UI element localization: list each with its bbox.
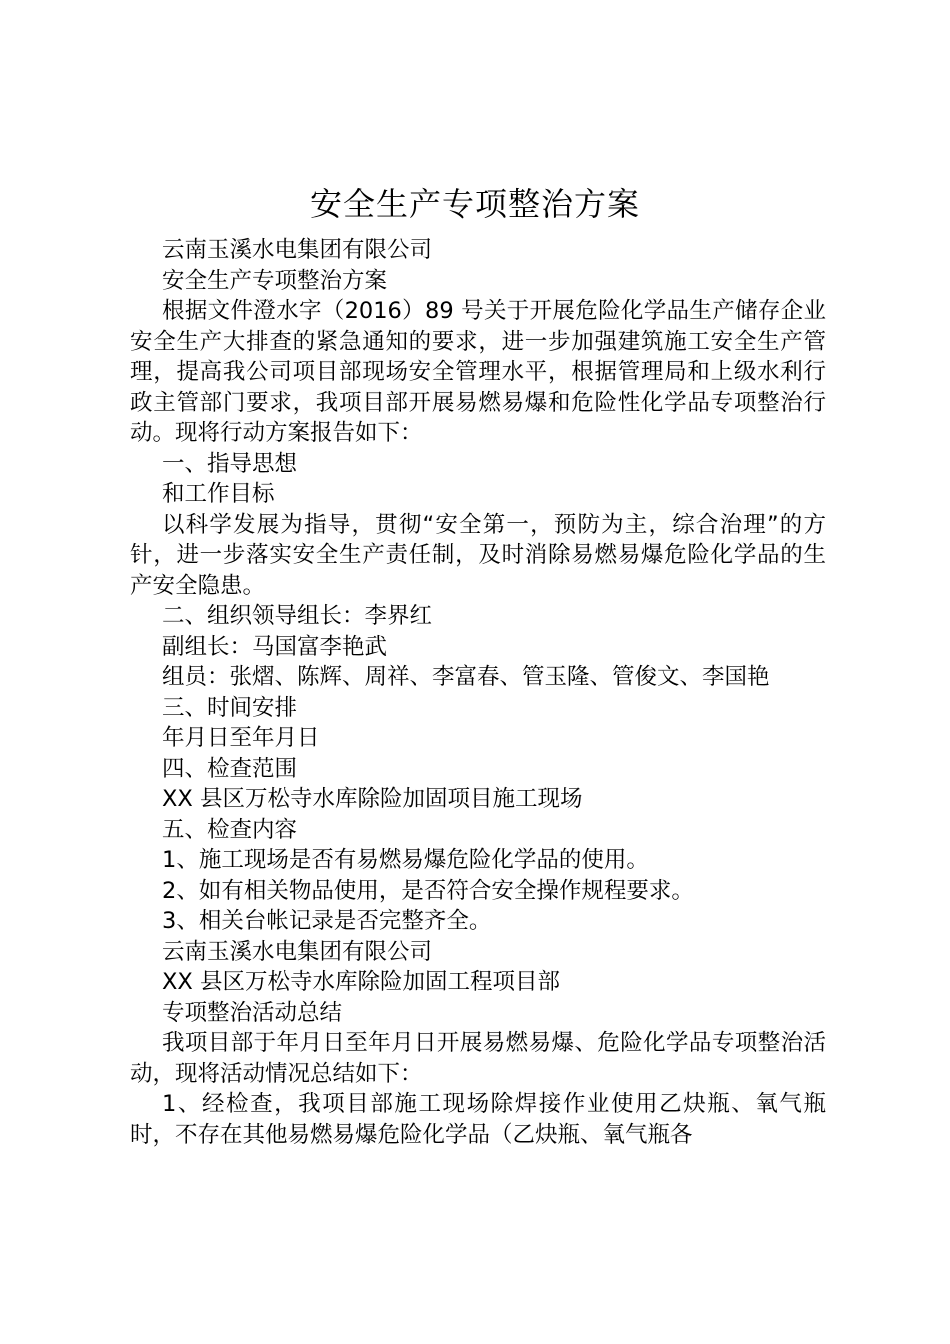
section-heading-5: 五、检查内容 xyxy=(162,816,298,843)
inspection-item-1: 1、施工现场是否有易燃易爆危险化学品的使用。 xyxy=(162,847,649,873)
signature-company: 云南玉溪水电集团有限公司 xyxy=(162,938,433,965)
section-heading-3: 三、时间安排 xyxy=(162,694,298,721)
summary-item-1: 1、经检查，我项目部施工现场除焊接作业使用乙炔瓶、氧气瓶时，不存在其他易燃易爆危险化学品（乙炔瓶、氧气瓶各 xyxy=(130,1091,826,1148)
section-heading-4: 四、检查范围 xyxy=(162,755,298,782)
guiding-paragraph: 以科学发展为指导，贯彻“安全第一，预防为主，综合治理”的方针，进一步落实安全生产责任制，及时消除易燃易爆危险化学品的生产安全隐患。 xyxy=(130,511,826,599)
summary-heading: 专项整治活动总结 xyxy=(162,999,343,1026)
document-body xyxy=(130,235,826,1150)
plan-subtitle: 安全生产专项整治方案 xyxy=(162,267,388,294)
section-heading-1-cont: 和工作目标 xyxy=(162,481,275,507)
signature-department: XX 县区万松寺水库除险加固工程项目部 xyxy=(162,969,560,995)
inspection-scope: XX 县区万松寺水库除险加固项目施工现场 xyxy=(162,786,583,812)
team-members: 组员：张熠、陈辉、周祥、李富春、管玉隆、管俊文、李国艳 xyxy=(162,664,770,690)
schedule-text: 年月日至年月日 xyxy=(162,725,320,751)
summary-intro: 我项目部于年月日至年月日开展易燃易爆、危险化学品专项整治活动，现将活动情况总结如下： xyxy=(130,1030,826,1087)
intro-paragraph: 根据文件澄水字（2016）89 号关于开展危险化学品生产储存企业安全生产大排查的紧急通知的要求，进一步加强建筑施工安全生产管理，提高我公司项目部现场安全管理水平，根据管理局和上级水利行政主管部门要求，我项目部开展易燃易爆和危险性化学品专项整治行动。现将行动方案报告如下： xyxy=(130,298,826,446)
section-heading-1: 一、指导思想 xyxy=(162,450,298,477)
inspection-item-3: 3、相关台帐记录是否完整齐全。 xyxy=(162,908,492,934)
deputy-leaders: 副组长：马国富李艳武 xyxy=(162,633,388,660)
document-title: 安全生产专项整治方案 xyxy=(309,185,640,223)
section-heading-2: 二、组织领导组长：李界红 xyxy=(162,603,433,629)
company-name: 云南玉溪水电集团有限公司 xyxy=(162,237,433,263)
inspection-item-2: 2、如有相关物品使用，是否符合安全操作规程要求。 xyxy=(162,877,694,904)
